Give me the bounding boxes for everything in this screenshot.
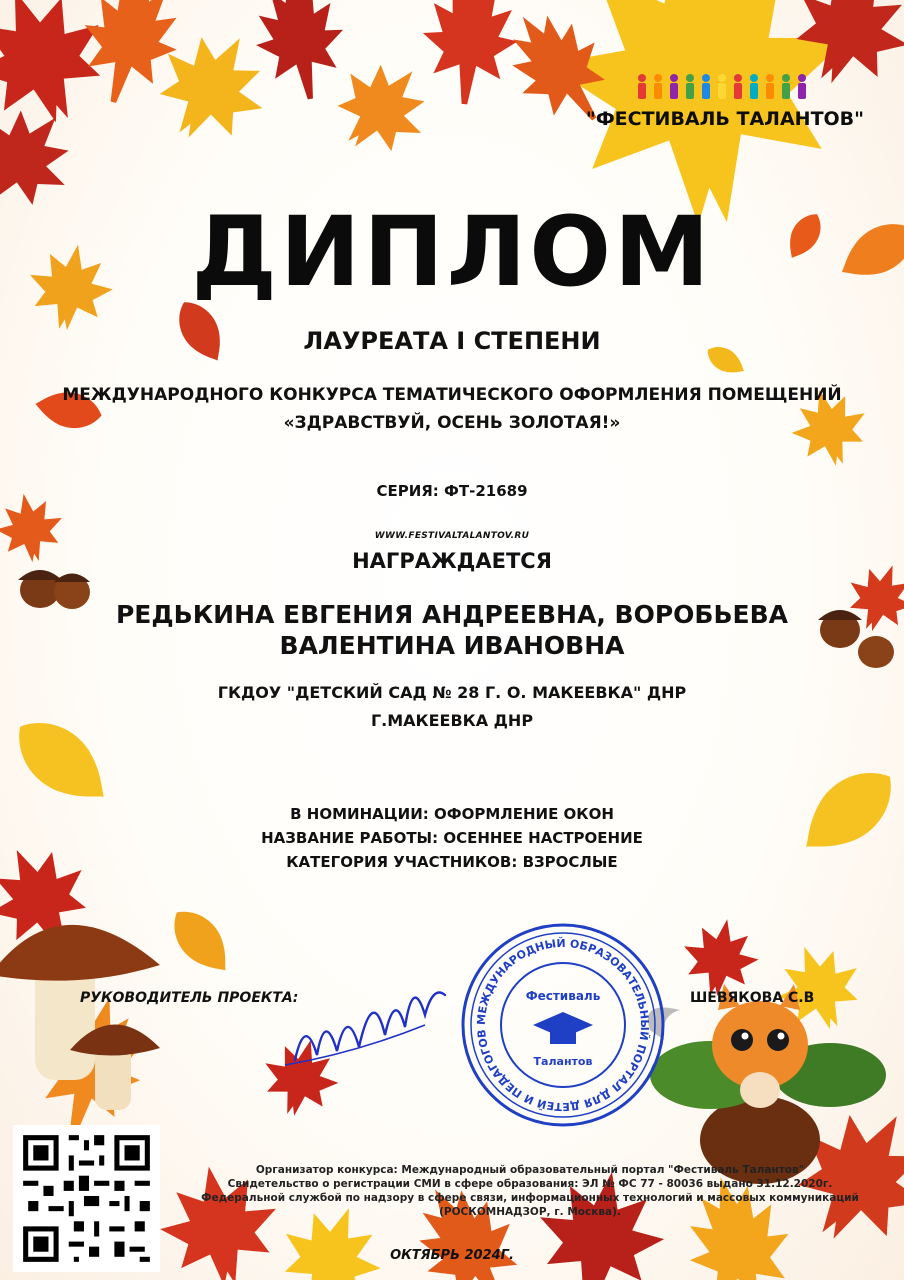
stamp-center-bottom: Талантов <box>533 1055 593 1068</box>
series-number: СЕРИЯ: ФТ-21689 <box>376 482 528 500</box>
footer-registration: Свидетельство о регистрации СМИ в сфере образования: ЭЛ № ФС 77 - 80036 выдано 31.12.2020г. <box>227 1178 833 1190</box>
issue-date: ОКТЯБРЬ 2024Г. <box>390 1248 514 1263</box>
footer-authority-name: (РОСКОМНАДЗОР, г. Москва). <box>439 1206 621 1218</box>
awarded-label: НАГРАЖДАЕТСЯ <box>352 549 552 573</box>
footer-authority: Федеральной службой по надзору в сфере связи, информационных технологий и массовых коммуникаций <box>201 1192 859 1204</box>
handwritten-signature <box>255 955 455 1075</box>
stamp-ring-text: МЕЖДУНАРОДНЫЙ ОБРАЗОВАТЕЛЬНЫЙ ПОРТАЛ ДЛЯ ДЕТЕЙ И ПЕДАГОГОВ <box>474 936 652 1114</box>
project-lead-label: РУКОВОДИТЕЛЬ ПРОЕКТА: <box>80 990 299 1006</box>
laureate-degree: ЛАУРЕАТА I СТЕПЕНИ <box>303 327 601 355</box>
diploma-title: ДИПЛОМ <box>191 196 713 308</box>
nomination: В НОМИНАЦИИ: ОФОРМЛЕНИЕ ОКОН <box>290 805 614 823</box>
contest-name-line2: «ЗДРАВСТВУЙ, ОСЕНЬ ЗОЛОТАЯ!» <box>283 413 621 433</box>
festival-logo-text: "ФЕСТИВАЛЬ ТАЛАНТОВ" <box>585 108 865 130</box>
signer-name: ШЕВЯКОВА С.В <box>690 990 815 1006</box>
organization-line2: Г.МАКЕЕВКА ДНР <box>370 711 534 730</box>
participant-category: КАТЕГОРИЯ УЧАСТНИКОВ: ВЗРОСЛЫЕ <box>286 853 618 871</box>
website-link[interactable]: WWW.FESTIVALTALANTOV.RU <box>374 531 530 541</box>
stamp-center-top: Фестиваль <box>525 989 601 1003</box>
official-stamp <box>458 920 668 1130</box>
contest-name-line1: МЕЖДУНАРОДНОГО КОНКУРСА ТЕМАТИЧЕСКОГО ОФОРМЛЕНИЯ ПОМЕЩЕНИЙ <box>62 385 842 405</box>
footer-organizer: Организатор конкурса: Международный образовательный портал "Фестиваль Талантов" <box>255 1164 805 1176</box>
recipient-names-line2: ВАЛЕНТИНА ИВАНОВНА <box>279 631 625 660</box>
recipient-names-line1: РЕДЬКИНА ЕВГЕНИЯ АНДРЕЕВНА, ВОРОБЬЕВА <box>115 600 788 629</box>
work-title: НАЗВАНИЕ РАБОТЫ: ОСЕННЕЕ НАСТРОЕНИЕ <box>261 829 643 847</box>
organization-line1: ГКДОУ "ДЕТСКИЙ САД № 28 Г. О. МАКЕЕВКА" ДНР <box>217 683 687 702</box>
